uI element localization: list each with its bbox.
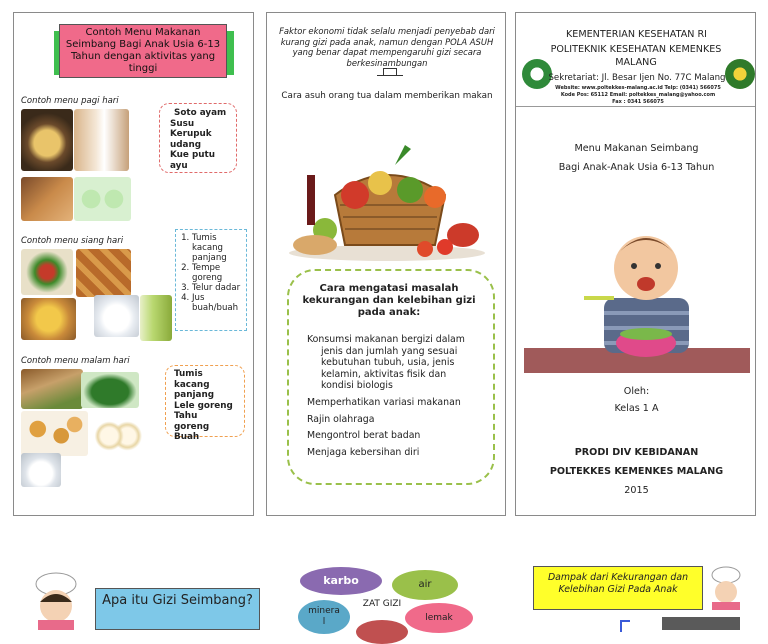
solution-item: Menjaga kebersihan diri [307, 446, 420, 458]
child-eating-image [524, 218, 750, 373]
dinner-item-4: Buah [174, 432, 200, 442]
breakfast-item-3: Kerupuk udang [170, 129, 212, 150]
breakfast-label: Contoh menu pagi hari [21, 96, 119, 106]
kangkung-photo [21, 369, 83, 409]
breakfast-item-2: Susu [170, 118, 195, 129]
impact-box: Dampak dari Kekurangan dan Kelebihan Gizi Pada Anak [533, 566, 703, 610]
dinner-label: Contoh menu malam hari [21, 356, 130, 366]
lunch-item-1: 1. Tumis kacang panjang [192, 233, 244, 263]
tahu-photo [21, 411, 88, 456]
breakfast-item-4: Kue putu ayu [170, 150, 215, 171]
krupuk-photo [21, 177, 73, 221]
parenting-heading: Cara asuh orang tua dalam memberikan makan [281, 91, 493, 101]
chef-small-illustration [706, 566, 746, 610]
middle-panel [266, 12, 506, 516]
dinner-item-3: Tahu goreng [174, 411, 210, 432]
rice-photo [94, 295, 139, 337]
cover-subtitle: Bagi Anak-Anak Usia 6-13 Tahun [558, 162, 715, 173]
zat-gizi-label: ZAT GIZI [362, 599, 402, 609]
program-name: PRODI DIV KEBIDANAN [574, 447, 699, 458]
solution-item: Memperhatikan variasi makanan [307, 396, 461, 408]
solution-item: Mengontrol berat badan [307, 430, 421, 442]
question-box: Apa itu Gizi Seimbang? [95, 588, 260, 630]
decor-mark [620, 620, 630, 632]
cover-title: Menu Makanan Seimbang [574, 143, 699, 154]
spinach-photo [81, 372, 139, 408]
juice-photo [140, 295, 172, 341]
telur-photo [21, 298, 76, 340]
tempe-photo [76, 249, 131, 297]
solutions-list [307, 334, 473, 458]
lunch-box [175, 229, 247, 331]
fax-line: Fax : 0341 566075 [612, 99, 664, 105]
lunch-label: Contoh menu siang hari [21, 236, 124, 246]
solutions-title: Cara mengatasi masalah kekurangan dan kelebihan gizi pada anak: [302, 283, 476, 318]
poltekkes-logo [725, 59, 755, 89]
website-line: Website: www.poltekkes-malang.ac.id Telp: (0341) 566075 [555, 85, 721, 91]
putu-ayu-photo [74, 177, 131, 221]
vegetable-basket-image [285, 135, 489, 261]
dinner-box [165, 365, 245, 442]
breakfast-box [159, 103, 237, 173]
dinner-item-2: Lele goreng [174, 400, 233, 411]
intro-text: Faktor ekonomi tidak selalu menjadi penyebab dari kurang gizi pada anak, namun dengan POLA ASUH yang benar dapat mempengaruhi gizi secara berkesinambungan [279, 26, 495, 68]
solution-item: Konsumsi makanan bergizi dalam jenis dan jumlah yang sesuai kebutuhan tubuh, usia, jenis kelamin, aktivitas fisik dan kondisi biologis [307, 334, 465, 392]
right-panel [515, 12, 756, 516]
class-label: Kelas 1 A [614, 403, 659, 414]
lunch-item-4: 4. Jus buah/buah [192, 293, 244, 313]
menu-title: Contoh Menu Makanan Seimbang Bagi Anak Usia 6-13 Tahun dengan aktivitas yang tinggi [59, 24, 227, 78]
partial-photo [662, 617, 740, 630]
header-divider [516, 106, 756, 107]
rice-bowl-photo [21, 453, 61, 487]
year-label: 2015 [624, 485, 649, 496]
veg-photo [21, 249, 73, 295]
lunch-item-2: 2. Tempe goreng [192, 263, 244, 283]
ministry-name: KEMENTERIAN KESEHATAN RI [565, 29, 707, 40]
school-name: POLITEKNIK KESEHATAN KEMENKES MALANG [550, 44, 722, 68]
institution-name: POLTEKKES KEMENKES MALANG [549, 466, 724, 477]
breakfast-item-1: Soto ayam [174, 108, 227, 118]
milk-photo [74, 109, 129, 171]
chef-illustration [22, 572, 90, 630]
solution-item: Rajin olahraga [307, 413, 375, 425]
bubble-karbo: karbo [300, 567, 382, 595]
dinner-item-1: Tumis kacang panjang [174, 369, 215, 400]
apple-photo [91, 418, 143, 454]
soto-photo [21, 109, 73, 171]
bubble-lemak: lemak [405, 603, 473, 633]
bubble-protein [356, 620, 408, 644]
bubble-mineral: mineral [298, 600, 350, 634]
address-line: Sekretariat: Jl. Besar Ijen No. 77C Malang [548, 73, 726, 83]
bubble-air: air [392, 570, 458, 600]
postal-line: Kode Pos: 65112 Email: poltekkes_malang@yahoo.com [560, 92, 716, 98]
left-panel [13, 12, 254, 516]
lunch-item-3: 3. Telur dadar [192, 283, 244, 293]
by-label: Oleh: [623, 386, 650, 397]
arrow-head-icon [377, 75, 403, 76]
